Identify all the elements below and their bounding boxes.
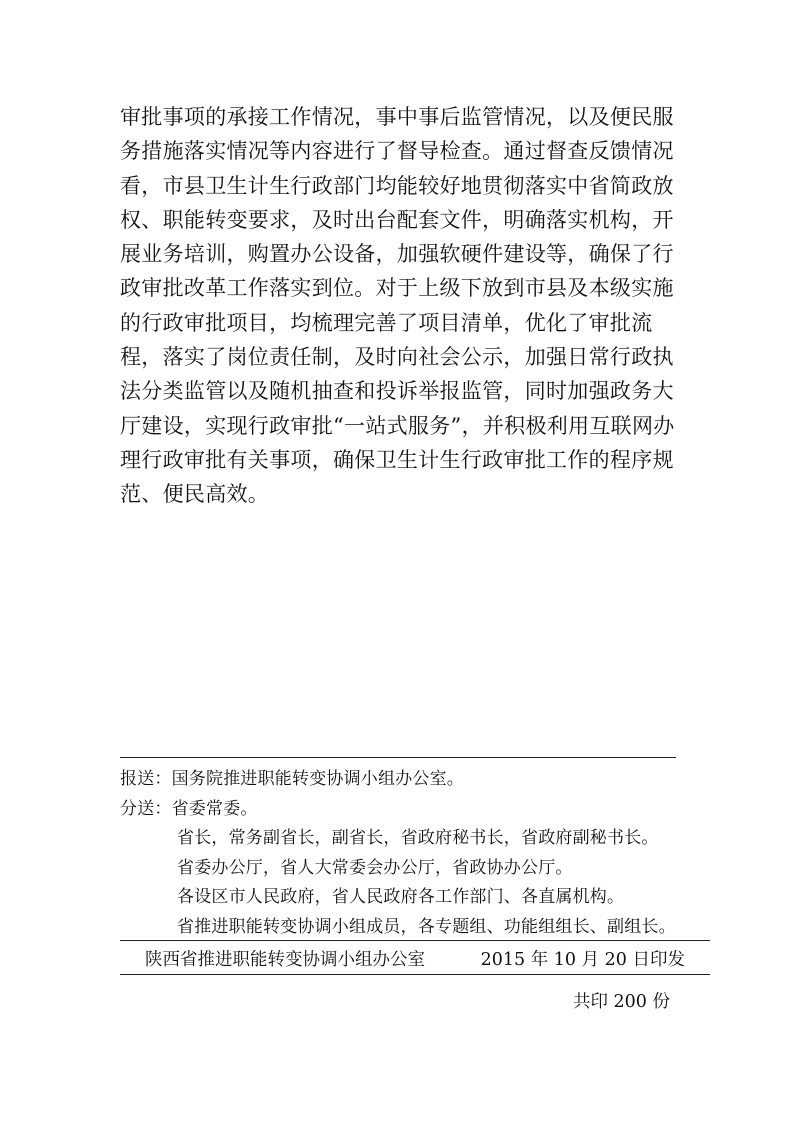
issuer-top-rule (120, 940, 710, 941)
body-paragraph: 审批事项的承接工作情况，事中事后监管情况，以及便民服务措施落实情况等内容进行了督导检查。通过督查反馈情况看，市县卫生计生行政部门均能较好地贯彻落实中省简政放权、职能转变要求，及时出台配套文件，明确落实机构，开展业务培训，购置办公设备，加强软硬件建设等，确保了行政审批改革工作落实到位。对于上级下放到市县及本级实施的行政审批项目，均梳理完善了项目清单，优化了审批流程，落实了岗位责任制，及时向社会公示，加强日常行政执法分类监管以及随机抽查和投诉举报监管，同时加强政务大厅建设，实现行政审批“一站式服务”，并积极利用互联网办理行政审批有关事项，确保卫生计生行政审批工作的程序规范、便民高效。 (120, 105, 675, 507)
copy-to-row (120, 795, 680, 825)
report-to-row (120, 765, 680, 795)
copy-to-label: 分送： (120, 798, 172, 819)
copy-to-line: 各设区市人民政府，省人民政府各工作部门、各直属机构。 (177, 887, 625, 907)
document-body (120, 100, 676, 512)
copies-count: 共印 200 份 (572, 992, 670, 1012)
copy-to-recipient: 省委常委。 (171, 798, 258, 819)
issue-date: 2015 年 10 月 20 日印发 (480, 950, 685, 970)
distribution-top-rule (120, 757, 676, 758)
distribution-block (120, 765, 680, 942)
issuer-row (145, 948, 685, 972)
report-to-recipient: 国务院推进职能转变协调小组办公室。 (171, 769, 465, 789)
issuing-office: 陕西省推进职能转变协调小组办公室 (145, 950, 425, 970)
issuer-bottom-rule (120, 974, 710, 975)
report-to-label: 报送： (120, 769, 172, 789)
copy-to-line: 省委办公厅，省人大常委会办公厅，省政协办公厅。 (177, 857, 573, 878)
copy-to-line: 省推进职能转变协调小组成员，各专题组、功能组组长、副组长。 (177, 916, 676, 937)
copy-to-line: 省长，常务副省长，副省长，省政府秘书长，省政府副秘书长。 (177, 828, 659, 848)
